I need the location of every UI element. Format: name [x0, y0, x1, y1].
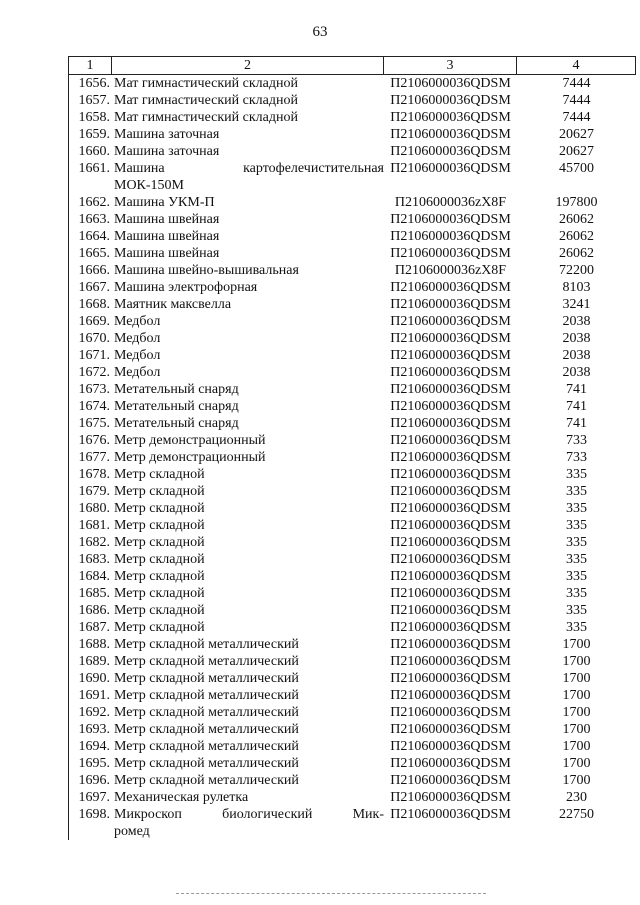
table-row: [69, 296, 636, 313]
item-code: П2106000036QDSM: [390, 484, 511, 499]
item-code: П2106000036QDSM: [390, 280, 511, 295]
item-name-line: Метр складной металлический: [114, 739, 299, 754]
item-code: П2106000036QDSM: [390, 331, 511, 346]
table-row: [69, 279, 636, 296]
row-number: 1694.: [78, 739, 110, 754]
item-value: 26062: [559, 246, 594, 261]
row-number: 1677.: [78, 450, 110, 465]
item-code: П2106000036QDSM: [390, 790, 511, 805]
item-value: 26062: [559, 229, 594, 244]
table-row: [69, 500, 636, 517]
item-value: 8103: [562, 280, 591, 295]
row-number: 1691.: [78, 688, 110, 703]
item-name-line: Машина швейная: [114, 229, 220, 244]
table-row: [69, 330, 636, 347]
item-name-line: Метр складной: [114, 586, 205, 601]
row-number: 1693.: [78, 722, 110, 737]
row-number: 1671.: [78, 348, 110, 363]
item-name: [112, 432, 384, 449]
item-code: П2106000036QDSM: [390, 212, 511, 227]
item-name-line: Машина швейная: [114, 212, 220, 227]
item-code: П2106000036QDSM: [390, 467, 511, 482]
inventory-table: [68, 56, 636, 840]
item-value: 335: [566, 620, 587, 635]
item-value: 335: [566, 535, 587, 550]
table-row: [69, 92, 636, 109]
item-name: [112, 704, 384, 721]
item-code: П2106000036QDSM: [390, 93, 511, 108]
item-value: 3241: [562, 297, 591, 312]
item-value: 20627: [559, 144, 594, 159]
table-row: [69, 126, 636, 143]
item-name-line: Мат гимнастический складной: [114, 93, 298, 108]
item-value: 1700: [562, 637, 591, 652]
item-name: [112, 126, 384, 143]
item-code: П2106000036QDSM: [390, 365, 511, 380]
item-code: П2106000036QDSM: [390, 399, 511, 414]
item-value: 45700: [559, 161, 594, 176]
item-name-line: Метр складной металлический: [114, 637, 299, 652]
item-name: [112, 75, 384, 92]
table-row: [69, 160, 636, 194]
item-name-line: Метр складной: [114, 535, 205, 550]
item-code: П2106000036QDSM: [390, 671, 511, 686]
item-code: П2106000036QDSM: [390, 246, 511, 261]
item-code: П2106000036QDSM: [390, 127, 511, 142]
table-row: [69, 534, 636, 551]
table-row: [69, 806, 636, 840]
row-number: 1695.: [78, 756, 110, 771]
item-value: 335: [566, 552, 587, 567]
item-name: [112, 789, 384, 806]
table-row: [69, 211, 636, 228]
item-code: П2106000036QDSM: [390, 450, 511, 465]
item-value: 230: [566, 790, 587, 805]
table-row: [69, 313, 636, 330]
item-name-line: Метр складной металлический: [114, 654, 299, 669]
item-name: [112, 398, 384, 415]
item-name: [112, 347, 384, 364]
page-number: 63: [312, 24, 328, 40]
item-name-line: Метр складной металлический: [114, 688, 299, 703]
item-name-line: Мат гимнастический складной: [114, 76, 298, 91]
item-name-line: Метр складной металлический: [114, 722, 299, 737]
table-row: [69, 670, 636, 687]
item-code: П2106000036QDSM: [390, 569, 511, 584]
item-value: 72200: [559, 263, 594, 278]
table-row: [69, 109, 636, 126]
item-name: [112, 755, 384, 772]
item-name-line: Метр складной: [114, 484, 205, 499]
item-code: П2106000036QDSM: [390, 603, 511, 618]
table-row: [69, 789, 636, 806]
item-value: 22750: [559, 807, 594, 822]
row-number: 1687.: [78, 620, 110, 635]
item-name-line: Метр складной металлический: [114, 756, 299, 771]
item-name: [112, 211, 384, 228]
item-value: 335: [566, 586, 587, 601]
table-row: [69, 449, 636, 466]
item-name: [112, 738, 384, 755]
row-number: 1658.: [78, 110, 110, 125]
item-name-line: Медбол: [114, 331, 161, 346]
row-number: 1679.: [78, 484, 110, 499]
item-name: [112, 449, 384, 466]
table-row: [69, 721, 636, 738]
item-code: П2106000036QDSM: [390, 654, 511, 669]
table-row: [69, 364, 636, 381]
row-number: 1692.: [78, 705, 110, 720]
item-code: П2106000036QDSM: [390, 348, 511, 363]
row-number: 1661.: [78, 161, 110, 176]
item-code: П2106000036QDSM: [390, 552, 511, 567]
item-code: П2106000036QDSM: [390, 501, 511, 516]
item-name-line: Машина заточная: [114, 127, 220, 142]
item-value: 335: [566, 484, 587, 499]
item-value: 1700: [562, 654, 591, 669]
item-value: 1700: [562, 688, 591, 703]
item-name-line: Машина швейно-вышивальная: [114, 263, 299, 278]
header-col-2: 2: [112, 57, 384, 74]
item-name: [112, 160, 384, 194]
row-number: 1667.: [78, 280, 110, 295]
item-name: [112, 772, 384, 789]
item-value: 7444: [562, 76, 591, 91]
table-body: [69, 75, 636, 840]
item-name: [112, 721, 384, 738]
item-name-line: Мат гимнастический складной: [114, 110, 298, 125]
table-row: [69, 143, 636, 160]
item-name: [112, 262, 384, 279]
table-row: [69, 653, 636, 670]
table-row: [69, 704, 636, 721]
table-row: [69, 602, 636, 619]
item-value: 2038: [562, 314, 591, 329]
item-name: [112, 330, 384, 347]
row-number: 1665.: [78, 246, 110, 261]
item-name-line: Медбол: [114, 314, 161, 329]
item-value: 741: [566, 382, 587, 397]
table-row: [69, 228, 636, 245]
row-number: 1674.: [78, 399, 110, 414]
item-name-line: Метр демонстрационный: [114, 450, 266, 465]
item-value: 2038: [562, 365, 591, 380]
header-col-3: 3: [384, 57, 517, 74]
item-name: [112, 534, 384, 551]
item-name-line-2: МОК-150М: [114, 178, 185, 193]
item-name-line: Метательный снаряд: [114, 416, 239, 431]
item-name: [112, 602, 384, 619]
table-row: [69, 568, 636, 585]
footer-divider: [176, 893, 486, 894]
row-number: 1663.: [78, 212, 110, 227]
item-name-line: Метр складной: [114, 569, 205, 584]
item-name: [112, 517, 384, 534]
item-code: П2106000036QDSM: [390, 416, 511, 431]
item-name: [112, 245, 384, 262]
row-number: 1680.: [78, 501, 110, 516]
item-name: [112, 483, 384, 500]
table-row: [69, 415, 636, 432]
row-number: 1676.: [78, 433, 110, 448]
item-value: 335: [566, 603, 587, 618]
table-row: [69, 772, 636, 789]
item-name: [112, 568, 384, 585]
item-value: 741: [566, 399, 587, 414]
table-header: [69, 57, 636, 75]
header-col-4: 4: [517, 57, 636, 74]
item-value: 335: [566, 518, 587, 533]
item-name: [112, 653, 384, 670]
item-value: 335: [566, 467, 587, 482]
item-name-line: Метр складной: [114, 552, 205, 567]
item-code: П2106000036QDSM: [390, 586, 511, 601]
item-value: 1700: [562, 705, 591, 720]
item-code: П2106000036QDSM: [390, 620, 511, 635]
item-code: П2106000036QDSM: [390, 382, 511, 397]
item-code: П2106000036QDSM: [390, 297, 511, 312]
row-number: 1669.: [78, 314, 110, 329]
item-value: 741: [566, 416, 587, 431]
row-number: 1696.: [78, 773, 110, 788]
item-name-line: Маятник максвелла: [114, 297, 232, 312]
row-number: 1684.: [78, 569, 110, 584]
row-number: 1683.: [78, 552, 110, 567]
item-name-line: Метр складной: [114, 467, 205, 482]
item-value: 26062: [559, 212, 594, 227]
item-value: 733: [566, 433, 587, 448]
table-row: [69, 432, 636, 449]
item-code: П2106000036QDSM: [390, 705, 511, 720]
item-name: [112, 296, 384, 313]
row-number: 1685.: [78, 586, 110, 601]
table-row: [69, 466, 636, 483]
item-code: П2106000036QDSM: [390, 314, 511, 329]
item-name: [112, 636, 384, 653]
item-name-line: Метр складной: [114, 620, 205, 635]
item-name: [112, 415, 384, 432]
item-value: 1700: [562, 739, 591, 754]
item-name-line: Метр складной металлический: [114, 705, 299, 720]
item-code: П2106000036QDSM: [390, 518, 511, 533]
row-number: 1673.: [78, 382, 110, 397]
item-name: [112, 619, 384, 636]
row-number: 1688.: [78, 637, 110, 652]
item-value: 7444: [562, 110, 591, 125]
item-code: П2106000036QDSM: [390, 535, 511, 550]
table-row: [69, 755, 636, 772]
item-name: [112, 551, 384, 568]
row-number: 1670.: [78, 331, 110, 346]
item-code: П2106000036QDSM: [390, 144, 511, 159]
row-number: 1697.: [78, 790, 110, 805]
row-number: 1686.: [78, 603, 110, 618]
item-name: [112, 109, 384, 126]
table-row: [69, 245, 636, 262]
item-name-line: Метр демонстрационный: [114, 433, 266, 448]
item-value: 1700: [562, 722, 591, 737]
row-number: 1660.: [78, 144, 110, 159]
row-number: 1666.: [78, 263, 110, 278]
item-name-line: Метр складной: [114, 603, 205, 618]
table-row: [69, 551, 636, 568]
item-name-line: Метательный снаряд: [114, 382, 239, 397]
table-row: [69, 619, 636, 636]
item-name-line: Машина швейная: [114, 246, 220, 261]
item-name: [112, 381, 384, 398]
item-name-line: Метр складной: [114, 518, 205, 533]
item-value: 20627: [559, 127, 594, 142]
item-name: [112, 279, 384, 296]
item-name-line: Микроскоп биологический Мик-: [114, 807, 384, 822]
item-name-line: Метр складной металлический: [114, 671, 299, 686]
table-row: [69, 262, 636, 279]
item-code: П2106000036QDSM: [390, 110, 511, 125]
item-value: 733: [566, 450, 587, 465]
item-name: [112, 228, 384, 245]
row-number: 1678.: [78, 467, 110, 482]
item-value: 1700: [562, 773, 591, 788]
item-value: 1700: [562, 671, 591, 686]
row-number: 1664.: [78, 229, 110, 244]
item-name-line: Метр складной: [114, 501, 205, 516]
item-value: 1700: [562, 756, 591, 771]
item-name: [112, 500, 384, 517]
item-name: [112, 670, 384, 687]
table-row: [69, 347, 636, 364]
header-col-1: 1: [69, 57, 112, 74]
item-code: П2106000036QDSM: [390, 76, 511, 91]
item-name-line: Медбол: [114, 365, 161, 380]
item-name-line: Машина электрофорная: [114, 280, 258, 295]
table-row: [69, 398, 636, 415]
item-name: [112, 92, 384, 109]
row-number: 1689.: [78, 654, 110, 669]
table-row: [69, 381, 636, 398]
item-name: [112, 585, 384, 602]
item-value: 335: [566, 501, 587, 516]
item-name-line: Метательный снаряд: [114, 399, 239, 414]
item-name: [112, 687, 384, 704]
item-code: П2106000036QDSM: [390, 773, 511, 788]
item-name-line-2: ромед: [114, 824, 150, 839]
item-value: 2038: [562, 331, 591, 346]
row-number: 1682.: [78, 535, 110, 550]
row-number: 1672.: [78, 365, 110, 380]
item-code: П2106000036QDSM: [390, 229, 511, 244]
item-name: [112, 143, 384, 160]
item-name: [112, 313, 384, 330]
table-row: [69, 738, 636, 755]
table-row: [69, 636, 636, 653]
item-name: [112, 194, 384, 211]
item-code: П2106000036zX8F: [394, 195, 507, 210]
table-row: [69, 194, 636, 211]
item-value: 2038: [562, 348, 591, 363]
table-row: [69, 585, 636, 602]
row-number: 1690.: [78, 671, 110, 686]
row-number: 1656.: [78, 76, 110, 91]
item-name-line: Машина заточная: [114, 144, 220, 159]
item-name: [112, 806, 384, 840]
item-name: [112, 364, 384, 381]
item-name-line: Механическая рулетка: [114, 790, 249, 805]
item-name-line: Машина УКМ-П: [114, 195, 215, 210]
item-code: П2106000036QDSM: [390, 756, 511, 771]
item-code: П2106000036QDSM: [390, 161, 511, 176]
item-value: 197800: [555, 195, 598, 210]
item-code: П2106000036QDSM: [390, 688, 511, 703]
row-number: 1659.: [78, 127, 110, 142]
row-number: 1675.: [78, 416, 110, 431]
item-code: П2106000036QDSM: [390, 807, 511, 822]
table-row: [69, 687, 636, 704]
item-code: П2106000036QDSM: [390, 722, 511, 737]
item-name-line: Машина картофелечистительная: [114, 161, 384, 176]
item-code: П2106000036zX8F: [394, 263, 507, 278]
row-number: 1698.: [78, 807, 110, 822]
item-code: П2106000036QDSM: [390, 433, 511, 448]
table-row: [69, 483, 636, 500]
item-value: 335: [566, 569, 587, 584]
row-number: 1681.: [78, 518, 110, 533]
item-value: 7444: [562, 93, 591, 108]
item-code: П2106000036QDSM: [390, 637, 511, 652]
item-name-line: Метр складной металлический: [114, 773, 299, 788]
table-row: [69, 75, 636, 92]
row-number: 1657.: [78, 93, 110, 108]
item-name: [112, 466, 384, 483]
item-name-line: Медбол: [114, 348, 161, 363]
row-number: 1662.: [78, 195, 110, 210]
row-number: 1668.: [78, 297, 110, 312]
item-code: П2106000036QDSM: [390, 739, 511, 754]
table-row: [69, 517, 636, 534]
